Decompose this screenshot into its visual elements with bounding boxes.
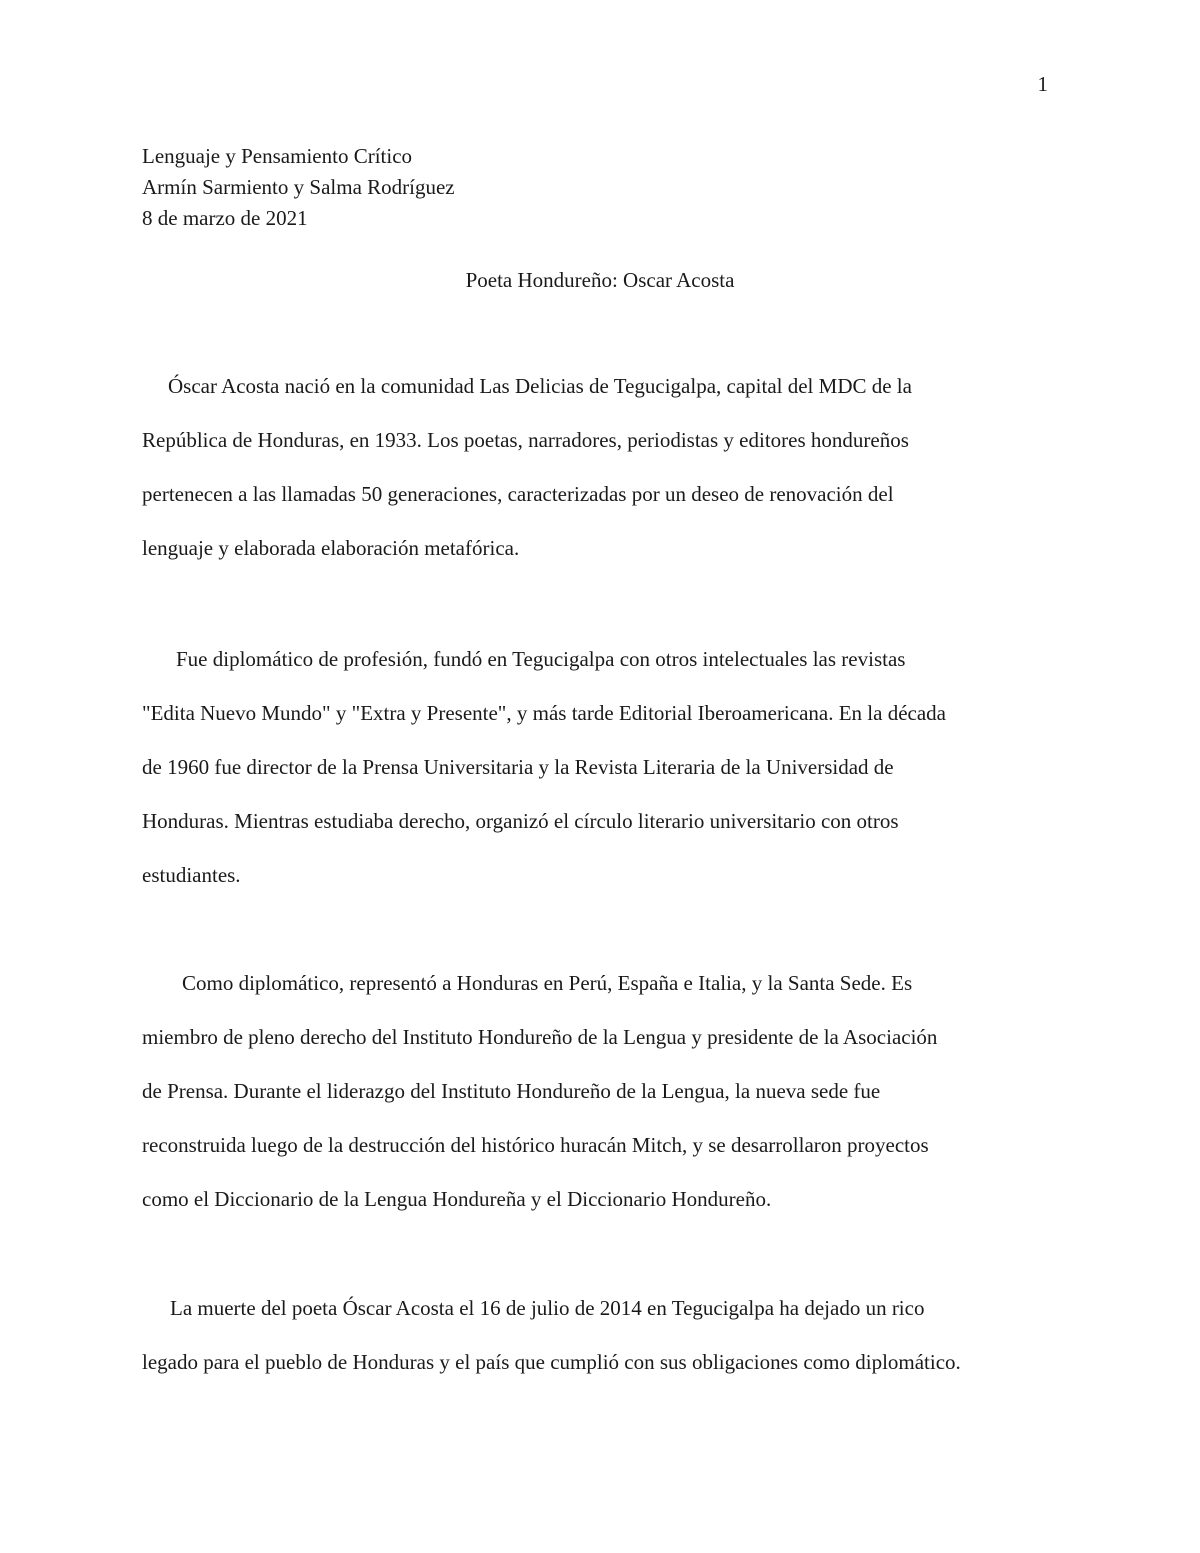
paragraph-line: legado para el pueblo de Honduras y el país que cumplió con sus obligaciones como diplomático. — [142, 1350, 961, 1374]
paragraph-line: miembro de pleno derecho del Instituto Hondureño de la Lengua y presidente de la Asociación — [142, 1025, 938, 1049]
paragraph-line: República de Honduras, en 1933. Los poetas, narradores, periodistas y editores hondureños — [142, 428, 909, 452]
page-number: 1 — [1037, 72, 1048, 96]
paragraph-line: Como diplomático, representó a Honduras en Perú, España e Italia, y la Santa Sede. Es — [182, 971, 913, 995]
paragraph-line: "Edita Nuevo Mundo" y "Extra y Presente", y más tarde Editorial Iberoamericana. En la década — [142, 701, 946, 725]
header-authors: Armín Sarmiento y Salma Rodríguez — [142, 175, 455, 199]
header-date: 8 de marzo de 2021 — [142, 206, 308, 230]
paragraph-line: Honduras. Mientras estudiaba derecho, organizó el círculo literario universitario con otros — [142, 809, 899, 833]
document-title: Poeta Hondureño: Oscar Acosta — [465, 268, 735, 292]
paragraph-line: La muerte del poeta Óscar Acosta el 16 de julio de 2014 en Tegucigalpa ha dejado un rico — [170, 1296, 925, 1320]
paragraph-line: reconstruida luego de la destrucción del histórico huracán Mitch, y se desarrollaron proyectos — [142, 1133, 929, 1157]
paragraph-line: como el Diccionario de la Lengua Hondureña y el Diccionario Hondureño. — [142, 1187, 772, 1211]
paragraph-line: Fue diplomático de profesión, fundó en Tegucigalpa con otros intelectuales las revistas — [176, 647, 906, 671]
paragraph-line: de Prensa. Durante el liderazgo del Instituto Hondureño de la Lengua, la nueva sede fue — [142, 1079, 881, 1103]
paragraph-line: Óscar Acosta nació en la comunidad Las Delicias de Tegucigalpa, capital del MDC de la — [168, 374, 912, 398]
paragraph-line: pertenecen a las llamadas 50 generaciones, caracterizadas por un deseo de renovación del — [142, 482, 894, 506]
paragraph-line: de 1960 fue director de la Prensa Universitaria y la Revista Literaria de la Universidad de — [142, 755, 894, 779]
paragraph-line: estudiantes. — [142, 863, 241, 887]
paragraph-line: lenguaje y elaborada elaboración metafórica. — [142, 536, 520, 560]
header-course: Lenguaje y Pensamiento Crítico — [142, 144, 413, 168]
